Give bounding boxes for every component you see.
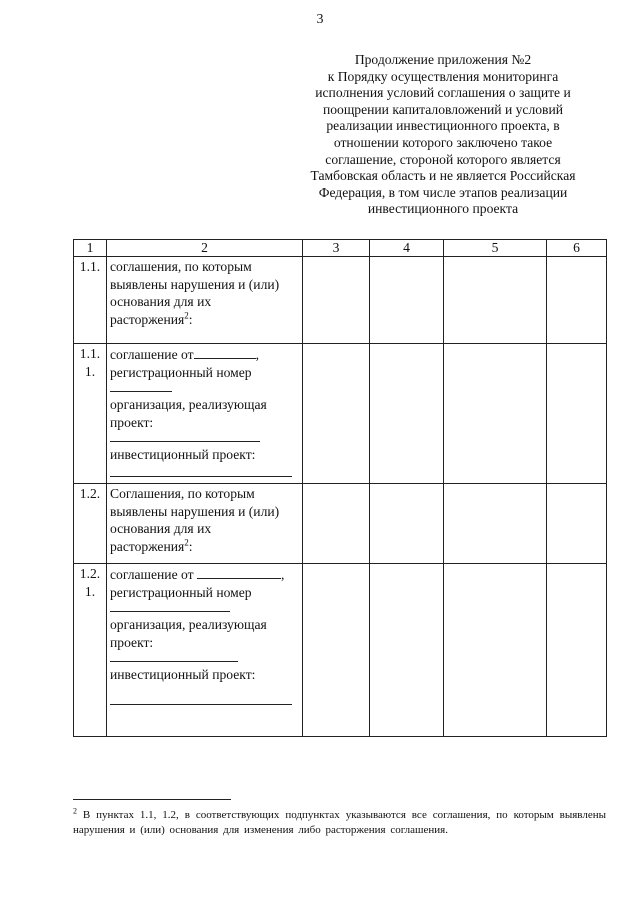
table-row — [74, 344, 607, 484]
row-description: Соглашения, по которым выявлены нарушения и (или) основания для их расторжения$^2$: — [107, 484, 303, 564]
header-line: Федерация, в том числе этапов реализации — [318, 184, 568, 200]
table-cell[interactable] — [303, 257, 370, 344]
column-header: 5 — [444, 240, 547, 257]
footnote — [73, 808, 606, 838]
header-line: Продолжение приложения №2 — [354, 52, 532, 67]
column-header: 2 — [107, 240, 303, 257]
appendix-header — [283, 52, 603, 218]
footnote-separator — [73, 799, 231, 800]
organization-blank — [110, 651, 238, 662]
table-cell[interactable] — [444, 564, 547, 737]
table-cell[interactable] — [444, 484, 547, 564]
table-row — [74, 564, 607, 737]
table-cell[interactable] — [303, 344, 370, 484]
table-cell[interactable] — [303, 484, 370, 564]
date-blank — [194, 345, 256, 359]
header-line: исполнения условий соглашения о защите и — [315, 85, 571, 101]
table-cell[interactable] — [547, 344, 607, 484]
project-blank — [110, 464, 292, 477]
column-header: 6 — [547, 240, 607, 257]
header-line: к Порядку осуществления мониторинга — [327, 68, 559, 84]
reg-number-blank — [110, 601, 230, 612]
row-description: соглашение от , регистрационный номер организация, реализующая проект: инвестиционный проект: — [107, 344, 303, 484]
reg-number-blank — [110, 381, 172, 392]
header-line: реализации инвестиционного проекта, в — [326, 118, 560, 134]
table-row — [74, 257, 607, 344]
footnote-marker: 2 — [73, 806, 77, 816]
footnote-ref: 2 — [184, 536, 189, 547]
report-table — [73, 239, 607, 737]
date-blank — [197, 565, 281, 579]
table-cell[interactable] — [547, 484, 607, 564]
page-number: 3 — [316, 12, 324, 27]
table-cell[interactable] — [370, 484, 444, 564]
table-header-row — [74, 240, 607, 257]
header-line: отношении которого заключено такое — [333, 134, 553, 150]
table-cell[interactable] — [370, 564, 444, 737]
table-cell[interactable] — [303, 564, 370, 737]
column-header: 1 — [74, 240, 107, 257]
table-cell[interactable] — [444, 344, 547, 484]
table-cell[interactable] — [547, 257, 607, 344]
footnote-ref: 2 — [184, 309, 189, 320]
header-line: инвестиционного проекта — [367, 201, 519, 217]
organization-blank — [110, 431, 260, 442]
header-line: поощрении капиталовложений и условий — [322, 101, 564, 117]
project-blank — [110, 684, 292, 705]
row-number: 1.1. 1. — [74, 344, 107, 484]
row-number: 1.2. — [74, 484, 107, 564]
row-description: соглашение от , регистрационный номер организация, реализующая проект: инвестиционный проект: — [107, 564, 303, 737]
row-description: соглашения, по которым выявлены нарушения и (или) основания для их расторжения$^2$: — [107, 257, 303, 344]
table-row — [74, 484, 607, 564]
table-cell[interactable] — [547, 564, 607, 737]
header-line: соглашение, стороной которого является — [325, 151, 561, 167]
row-number: 1.1. — [74, 257, 107, 344]
column-header: 3 — [303, 240, 370, 257]
table-cell[interactable] — [444, 257, 547, 344]
column-header: 4 — [370, 240, 444, 257]
row-number: 1.2. 1. — [74, 564, 107, 737]
footnote-text: В пунктах 1.1, 1.2, в соответствующих подпунктах указываются все соглашения, по которым выявлены нарушения и (или) основания для изменения либо расторжения соглашения. — [73, 809, 607, 836]
table-cell[interactable] — [370, 344, 444, 484]
table-cell[interactable] — [370, 257, 444, 344]
header-line: Тамбовская область и не является Российская — [310, 168, 576, 184]
